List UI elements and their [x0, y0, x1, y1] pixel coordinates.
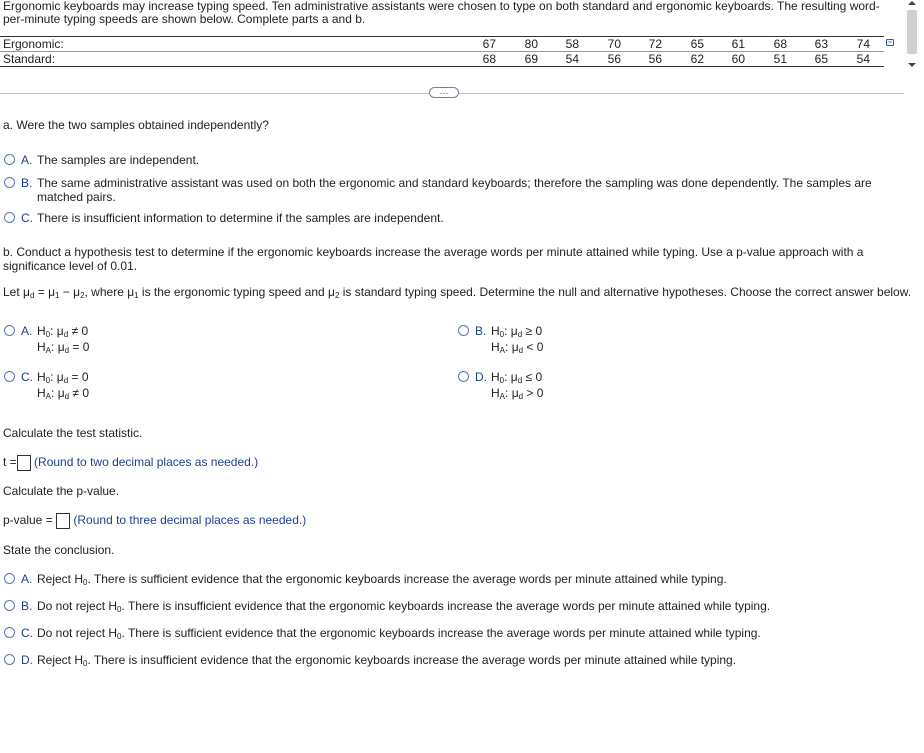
h0-line: H0: μd = 0 [37, 370, 89, 385]
part-a-option-b[interactable]: B. The same administrative assistant was used on both the ergonomic and standard keyboards; therefore the sampling was done dependently. The samples are matched pairs. [4, 176, 909, 204]
radio-button[interactable] [4, 654, 15, 665]
radio-button[interactable] [458, 325, 469, 336]
conclusion-option-b[interactable]: B. Do not reject H0. There is insufficient evidence that the ergonomic keyboards increase the average words per minute attained while typing. [4, 599, 770, 615]
table-cell: 60 [731, 52, 745, 66]
table-cell: 68 [773, 37, 787, 51]
table-row-standard [0, 52, 884, 66]
radio-button[interactable] [4, 212, 15, 223]
test-stat-label: Calculate the test statistic. [3, 426, 143, 440]
radio-button[interactable] [4, 600, 15, 611]
scroll-thumb[interactable] [907, 10, 917, 54]
conclusion-option-a[interactable]: A. Reject H0. There is sufficient evidence that the ergonomic keyboards increase the average words per minute attained while typing. [4, 572, 727, 588]
pvalue-hint: (Round to three decimal places as needed.) [73, 513, 307, 527]
row-label: Ergonomic: [3, 37, 64, 51]
table-cell: 62 [690, 52, 704, 66]
data-table [0, 36, 884, 67]
radio-button[interactable] [4, 573, 15, 584]
ha-line: HA: μd < 0 [491, 340, 544, 355]
table-cell: 74 [856, 37, 870, 51]
conclusion-option-d[interactable]: D. Reject H0. There is insufficient evidence that the ergonomic keyboards increase the average words per minute attained while typing. [4, 653, 736, 669]
part-a-option-c[interactable]: C. There is insufficient information to determine if the samples are independent. [4, 211, 444, 225]
more-button[interactable]: ⋯ [429, 87, 459, 98]
table-cell: 65 [814, 52, 828, 66]
table-cell: 51 [773, 52, 787, 66]
h0-line: H0: μd ≤ 0 [491, 370, 543, 385]
hypothesis-option-d[interactable]: D. H0: μd ≤ 0 HA: μd > 0 [458, 370, 543, 402]
h0-line: H0: μd ≥ 0 [491, 324, 543, 339]
table-cell: 68 [482, 52, 496, 66]
row-label: Standard: [3, 52, 56, 66]
table-cell: 61 [731, 37, 745, 51]
table-cell: 56 [607, 52, 621, 66]
radio-button[interactable] [4, 325, 15, 336]
h0-line: H0: μd ≠ 0 [37, 324, 89, 339]
t-hint: (Round to two decimal places as needed.) [34, 455, 259, 469]
ha-line: HA: μd ≠ 0 [37, 386, 90, 401]
t-answer-input[interactable] [17, 455, 31, 471]
table-cell: 72 [648, 37, 662, 51]
table-cell: 56 [648, 52, 662, 66]
table-cell: 80 [524, 37, 538, 51]
table-cell: 54 [856, 52, 870, 66]
pvalue-answer-input[interactable] [56, 513, 70, 529]
hypothesis-option-c[interactable]: C. H0: μd = 0 HA: μd ≠ 0 [4, 370, 89, 402]
table-row-ergonomic [0, 37, 884, 52]
problem-intro: Ergonomic keyboards may increase typing speed. Ten administrative assistants were chosen to type on both standard and ergonomic keyboards. The resulting word-per-minute typing speeds are shown below. Complete parts a and b. [3, 0, 880, 26]
t-row: t = (Round to two decimal places as needed.) [3, 455, 259, 469]
conclusion-option-c[interactable]: C. Do not reject H0. There is sufficient evidence that the ergonomic keyboards increase the average words per minute attained while typing. [4, 626, 761, 642]
table-cell: 54 [565, 52, 579, 66]
part-a-question: a. Were the two samples obtained independently? [3, 118, 269, 132]
scroll-down-icon[interactable] [908, 63, 916, 67]
radio-button[interactable] [4, 627, 15, 638]
pvalue-row: p-value = (Round to three decimal places as needed.) [3, 513, 307, 527]
scroll-up-icon[interactable] [908, 1, 916, 5]
part-b-question: b. Conduct a hypothesis test to determine if the ergonomic keyboards increase the average words per minute attained while typing. Use a p-value approach with a significance level of 0.01. [3, 245, 864, 273]
table-cell: 69 [524, 52, 538, 66]
radio-button[interactable] [4, 177, 15, 188]
hypothesis-option-b[interactable]: B. H0: μd ≥ 0 HA: μd < 0 [458, 324, 543, 356]
table-cell: 65 [690, 37, 704, 51]
radio-button[interactable] [4, 154, 15, 165]
part-a-option-a[interactable]: A. The samples are independent. [4, 153, 199, 167]
ha-line: HA: μd > 0 [491, 386, 544, 401]
conclusion-label: State the conclusion. [3, 543, 115, 557]
data-scrollbar[interactable] [904, 0, 920, 70]
copy-data-icon[interactable] [886, 38, 895, 47]
table-cell: 63 [814, 37, 828, 51]
pvalue-label: Calculate the p-value. [3, 484, 120, 498]
hypothesis-option-a[interactable]: A. H0: μd ≠ 0 HA: μd = 0 [4, 324, 89, 356]
table-cell: 58 [565, 37, 579, 51]
table-cell: 67 [482, 37, 496, 51]
let-statement: Let μd = μ1 − μ2, where μ1 is the ergonomic typing speed and μ2 is standard typing speed. Determine the null and alternative hypotheses. Choose the correct answer below. [3, 285, 912, 300]
radio-button[interactable] [458, 371, 469, 382]
ha-line: HA: μd = 0 [37, 340, 90, 355]
radio-button[interactable] [4, 371, 15, 382]
table-cell: 70 [607, 37, 621, 51]
